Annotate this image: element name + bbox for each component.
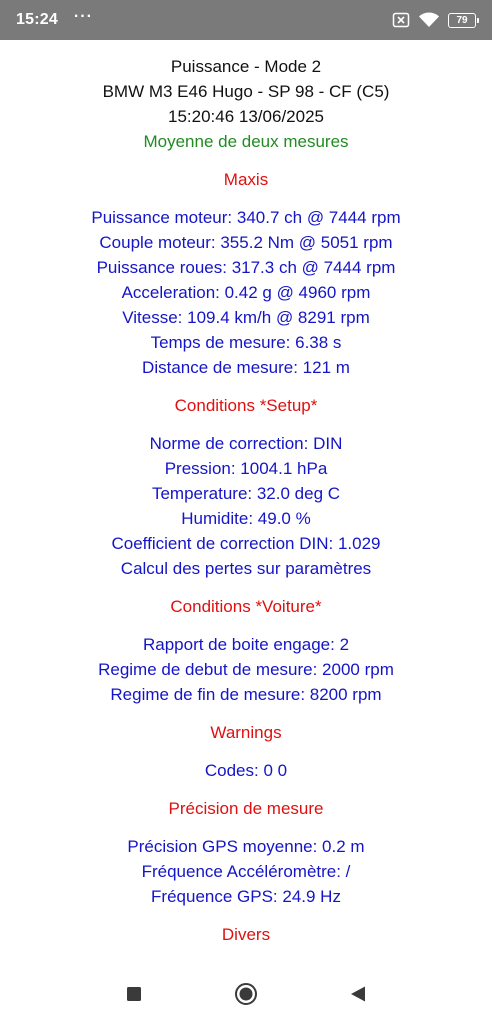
recents-button[interactable] <box>119 979 149 1009</box>
status-right <box>392 12 476 28</box>
battery-icon <box>448 13 476 28</box>
home-button[interactable] <box>231 979 261 1009</box>
section-heading-car: Conditions *Voiture* <box>170 597 322 616</box>
vehicle-name: BMW M3 E46 Hugo - SP 98 - CF (C5) <box>102 82 390 101</box>
status-left <box>16 8 93 29</box>
home-circle-icon <box>234 982 258 1006</box>
section-heading-precision: Précision de mesure <box>168 799 324 818</box>
measure-datetime: 15:20:46 13/06/2025 <box>168 107 324 126</box>
setup-loss-calculation: Calcul des pertes sur paramètres <box>120 559 372 578</box>
back-button[interactable] <box>343 979 373 1009</box>
maxis-measure-time: Temps de mesure: 6.38 s <box>150 333 342 352</box>
measure-note: Moyenne de deux mesures <box>143 132 349 151</box>
wifi-icon <box>418 12 440 28</box>
maxis-engine-power: Puissance moteur: 340.7 ch @ 7444 rpm <box>91 208 401 227</box>
maxis-engine-torque: Couple moteur: 355.2 Nm @ 5051 rpm <box>99 233 393 252</box>
section-heading-warnings: Warnings <box>210 723 282 742</box>
maxis-wheel-power: Puissance roues: 317.3 ch @ 7444 rpm <box>96 258 396 277</box>
maxis-measure-distance: Distance de mesure: 121 m <box>142 358 350 377</box>
section-heading-maxis: Maxis <box>223 170 269 189</box>
maxis-acceleration: Acceleration: 0.42 g @ 4960 rpm <box>121 283 371 302</box>
navigation-bar <box>0 964 492 1024</box>
battery-level: 79 <box>456 14 468 26</box>
precision-gps-frequency: Fréquence GPS: 24.9 Hz <box>151 887 341 906</box>
section-heading-setup: Conditions *Setup* <box>174 396 318 415</box>
status-bar <box>0 0 492 40</box>
report-content <box>0 40 492 964</box>
maxis-speed: Vitesse: 109.4 km/h @ 8291 rpm <box>122 308 370 327</box>
status-time: 15:24 <box>16 11 58 28</box>
section-heading-divers: Divers <box>221 925 271 944</box>
precision-gps: Précision GPS moyenne: 0.2 m <box>127 837 365 856</box>
back-triangle-icon <box>349 985 367 1003</box>
report-title: Puissance - Mode 2 <box>170 57 322 76</box>
setup-correction-norm: Norme de correction: DIN <box>149 434 343 453</box>
more-notifications-icon: ··· <box>73 8 93 25</box>
recents-square-icon <box>126 986 142 1002</box>
close-box-icon <box>392 12 410 28</box>
setup-pressure: Pression: 1004.1 hPa <box>164 459 328 478</box>
car-start-rpm: Regime de debut de mesure: 2000 rpm <box>98 660 394 679</box>
car-gear: Rapport de boite engage: 2 <box>142 635 350 654</box>
precision-accelerometer-frequency: Fréquence Accéléromètre: / <box>141 862 351 881</box>
setup-humidity: Humidite: 49.0 % <box>181 509 311 528</box>
setup-correction-coefficient: Coefficient de correction DIN: 1.029 <box>111 534 381 553</box>
car-end-rpm: Regime de fin de mesure: 8200 rpm <box>110 685 382 704</box>
warnings-codes: Codes: 0 0 <box>204 761 288 780</box>
setup-temperature: Temperature: 32.0 deg C <box>151 484 341 503</box>
